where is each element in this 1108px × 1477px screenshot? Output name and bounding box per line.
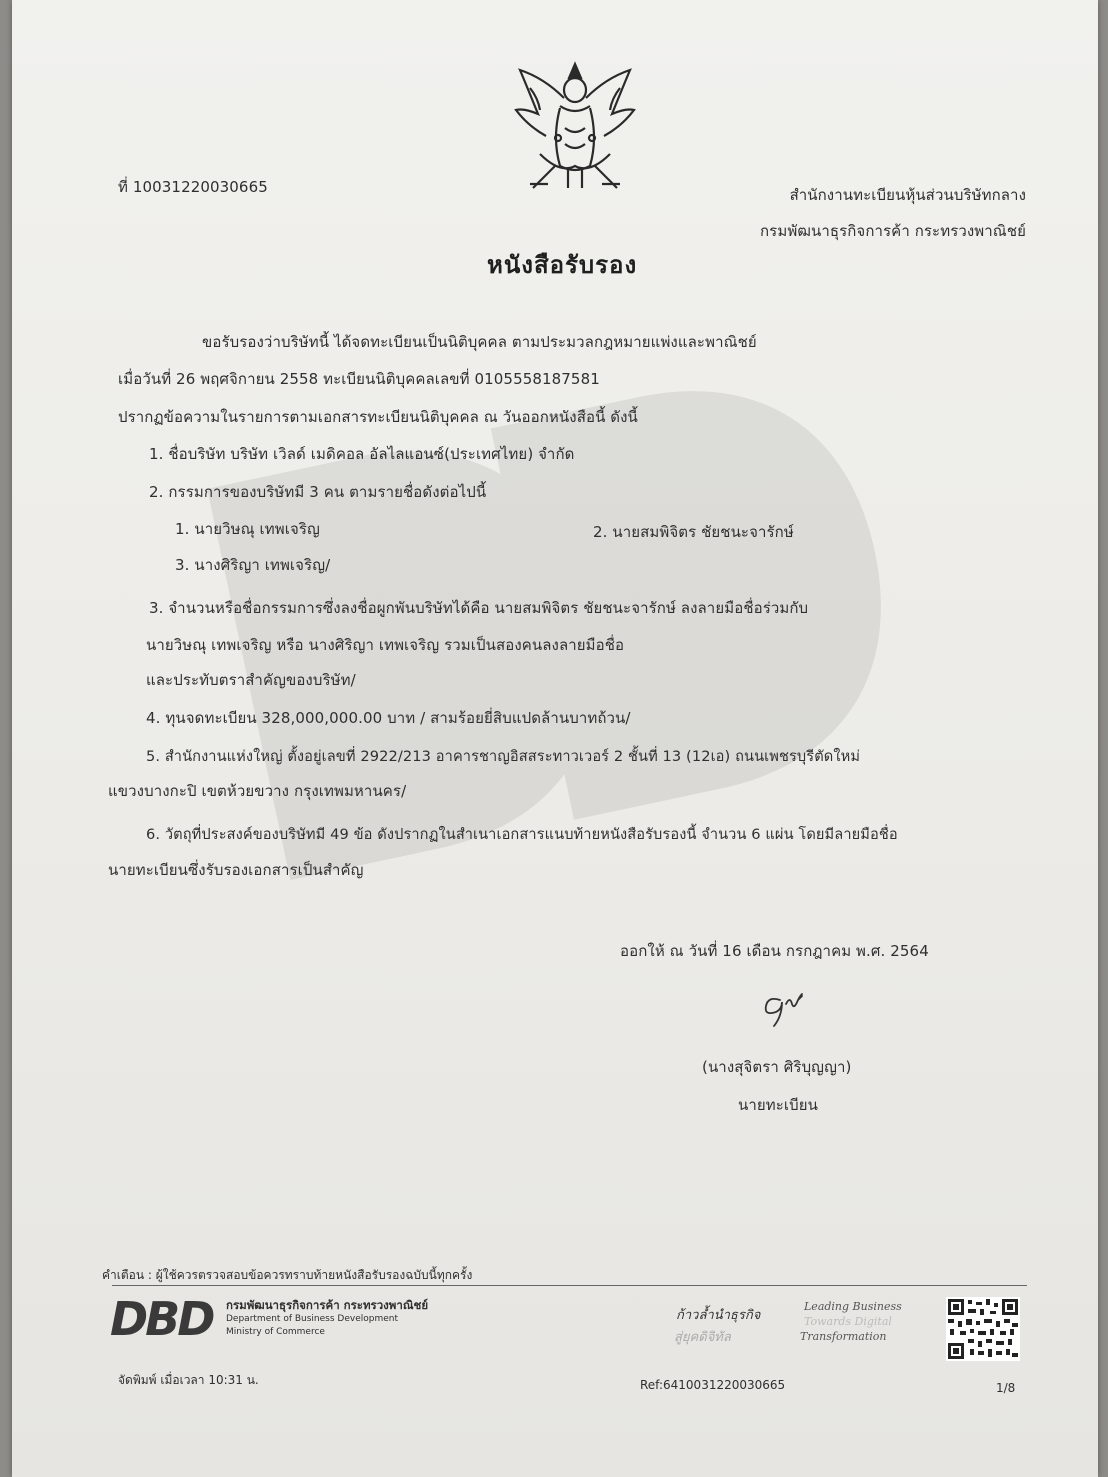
item-signatory-line-1: 3. จำนวนหรือชื่อกรรมการซึ่งลงชื่อผูกพันบริษัทได้คือ นายสมพิจิตร ชัยชนะจารักษ์ ลงลายมือชื่อร่วมกับ [149,599,809,617]
item-address-line-1: 5. สำนักงานแห่งใหญ่ ตั้งอยู่เลขที่ 2922/213 อาคารชาญอิสสระทาวเวอร์ 2 ชั้นที่ 13 (12เอ) ถนนเพชรบุรีตัดใหม่ [146,748,861,765]
director-1: 1. นายวิษณุ เทพเจริญ [175,520,320,538]
department-name: กรมพัฒนาธุรกิจการค้า กระทรวงพาณิชย์ [760,222,1026,240]
printed-time: จัดพิมพ์ เมื่อเวลา 10:31 น. [118,1373,259,1387]
slogan-th-1: ก้าวล้ำนำธุรกิจ [676,1308,761,1323]
item-signatory-line-3: และประทับตราสำคัญของบริษัท/ [146,671,356,689]
footer-divider [112,1285,1027,1286]
director-2: 2. นายสมพิจิตร ชัยชนะจารักษ์ [593,523,794,541]
registrar-signature [750,990,820,1030]
slogan-en-3: Transformation [800,1330,887,1343]
intro-line-1: ขอรับรองว่าบริษัทนี้ ได้จดทะเบียนเป็นนิติบุคคล ตามประมวลกฎหมายแพ่งและพาณิชย์ [202,333,757,351]
slogan-en-1: Leading Business [804,1300,902,1313]
document-number: ที่ 10031220030665 [118,178,268,196]
reference-number: Ref:6410031220030665 [640,1378,786,1392]
intro-line-3: ปรากฏข้อความในรายการตามเอกสารทะเบียนนิติบุคคล ณ วันออกหนังสือนี้ ดังนี้ [118,408,638,426]
item-signatory-line-2: นายวิษณุ เทพเจริญ หรือ นางศิริญา เทพเจริญ รวมเป็นสองคนลงลายมือชื่อ [146,636,625,654]
item-capital: 4. ทุนจดทะเบียน 328,000,000.00 บาท / สามร้อยยี่สิบแปดล้านบาทถ้วน/ [146,709,631,727]
dept-name-th: กรมพัฒนาธุรกิจการค้า กระทรวงพาณิชย์ [226,1298,429,1312]
dbd-watermark [156,293,949,947]
item-address-line-2: แขวงบางกะปิ เขตห้วยขวาง กรุงเทพมหานคร/ [108,782,407,800]
item-company-name: 1. ชื่อบริษัท บริษัท เวิลด์ เมดิคอล อัลไลแอนซ์(ประเทศไทย) จำกัด [149,445,575,463]
slogan-th-2: สู่ยุคดิจิทัล [674,1330,731,1345]
item-directors: 2. กรรมการของบริษัทมี 3 คน ตามรายชื่อดังต่อไปนี้ [149,483,487,501]
garuda-emblem [510,58,640,198]
signatory-name: (นางสุจิตรา ศิริบุญญา) [702,1058,852,1076]
certificate-page [12,0,1098,1477]
dbd-logo: DBD [110,1292,213,1346]
issue-date: ออกให้ ณ วันที่ 16 เดือน กรกฎาคม พ.ศ. 2564 [620,942,929,960]
page-number: 1/8 [996,1381,1016,1395]
intro-line-2: เมื่อวันที่ 26 พฤศจิกายน 2558 ทะเบียนนิติบุคคลเลขที่ 0105558187581 [118,370,600,388]
qr-code [946,1297,1020,1361]
document-title: หนังสือรับรอง [487,251,638,279]
slogan-en-2: Towards Digital [804,1315,892,1328]
director-3: 3. นางศิริญา เทพเจริญ/ [175,556,331,574]
signatory-title: นายทะเบียน [738,1096,819,1114]
ministry-name-en: Ministry of Commerce [226,1327,325,1337]
item-objectives-line-1: 6. วัตถุที่ประสงค์ของบริษัทมี 49 ข้อ ดังปรากฏในสำเนาเอกสารแนบท้ายหนังสือรับรองนี้ จำนวน 6 แผ่น โดยมีลายมือชื่อ [146,826,898,843]
warning-text: คำเตือน : ผู้ใช้ควรตรวจสอบข้อควรทราบท้ายหนังสือรับรองฉบับนี้ทุกครั้ง [102,1268,473,1282]
office-name: สำนักงานทะเบียนหุ้นส่วนบริษัทกลาง [789,186,1026,204]
dept-name-en: Department of Business Development [226,1314,398,1324]
item-objectives-line-2: นายทะเบียนซึ่งรับรองเอกสารเป็นสำคัญ [108,861,364,879]
